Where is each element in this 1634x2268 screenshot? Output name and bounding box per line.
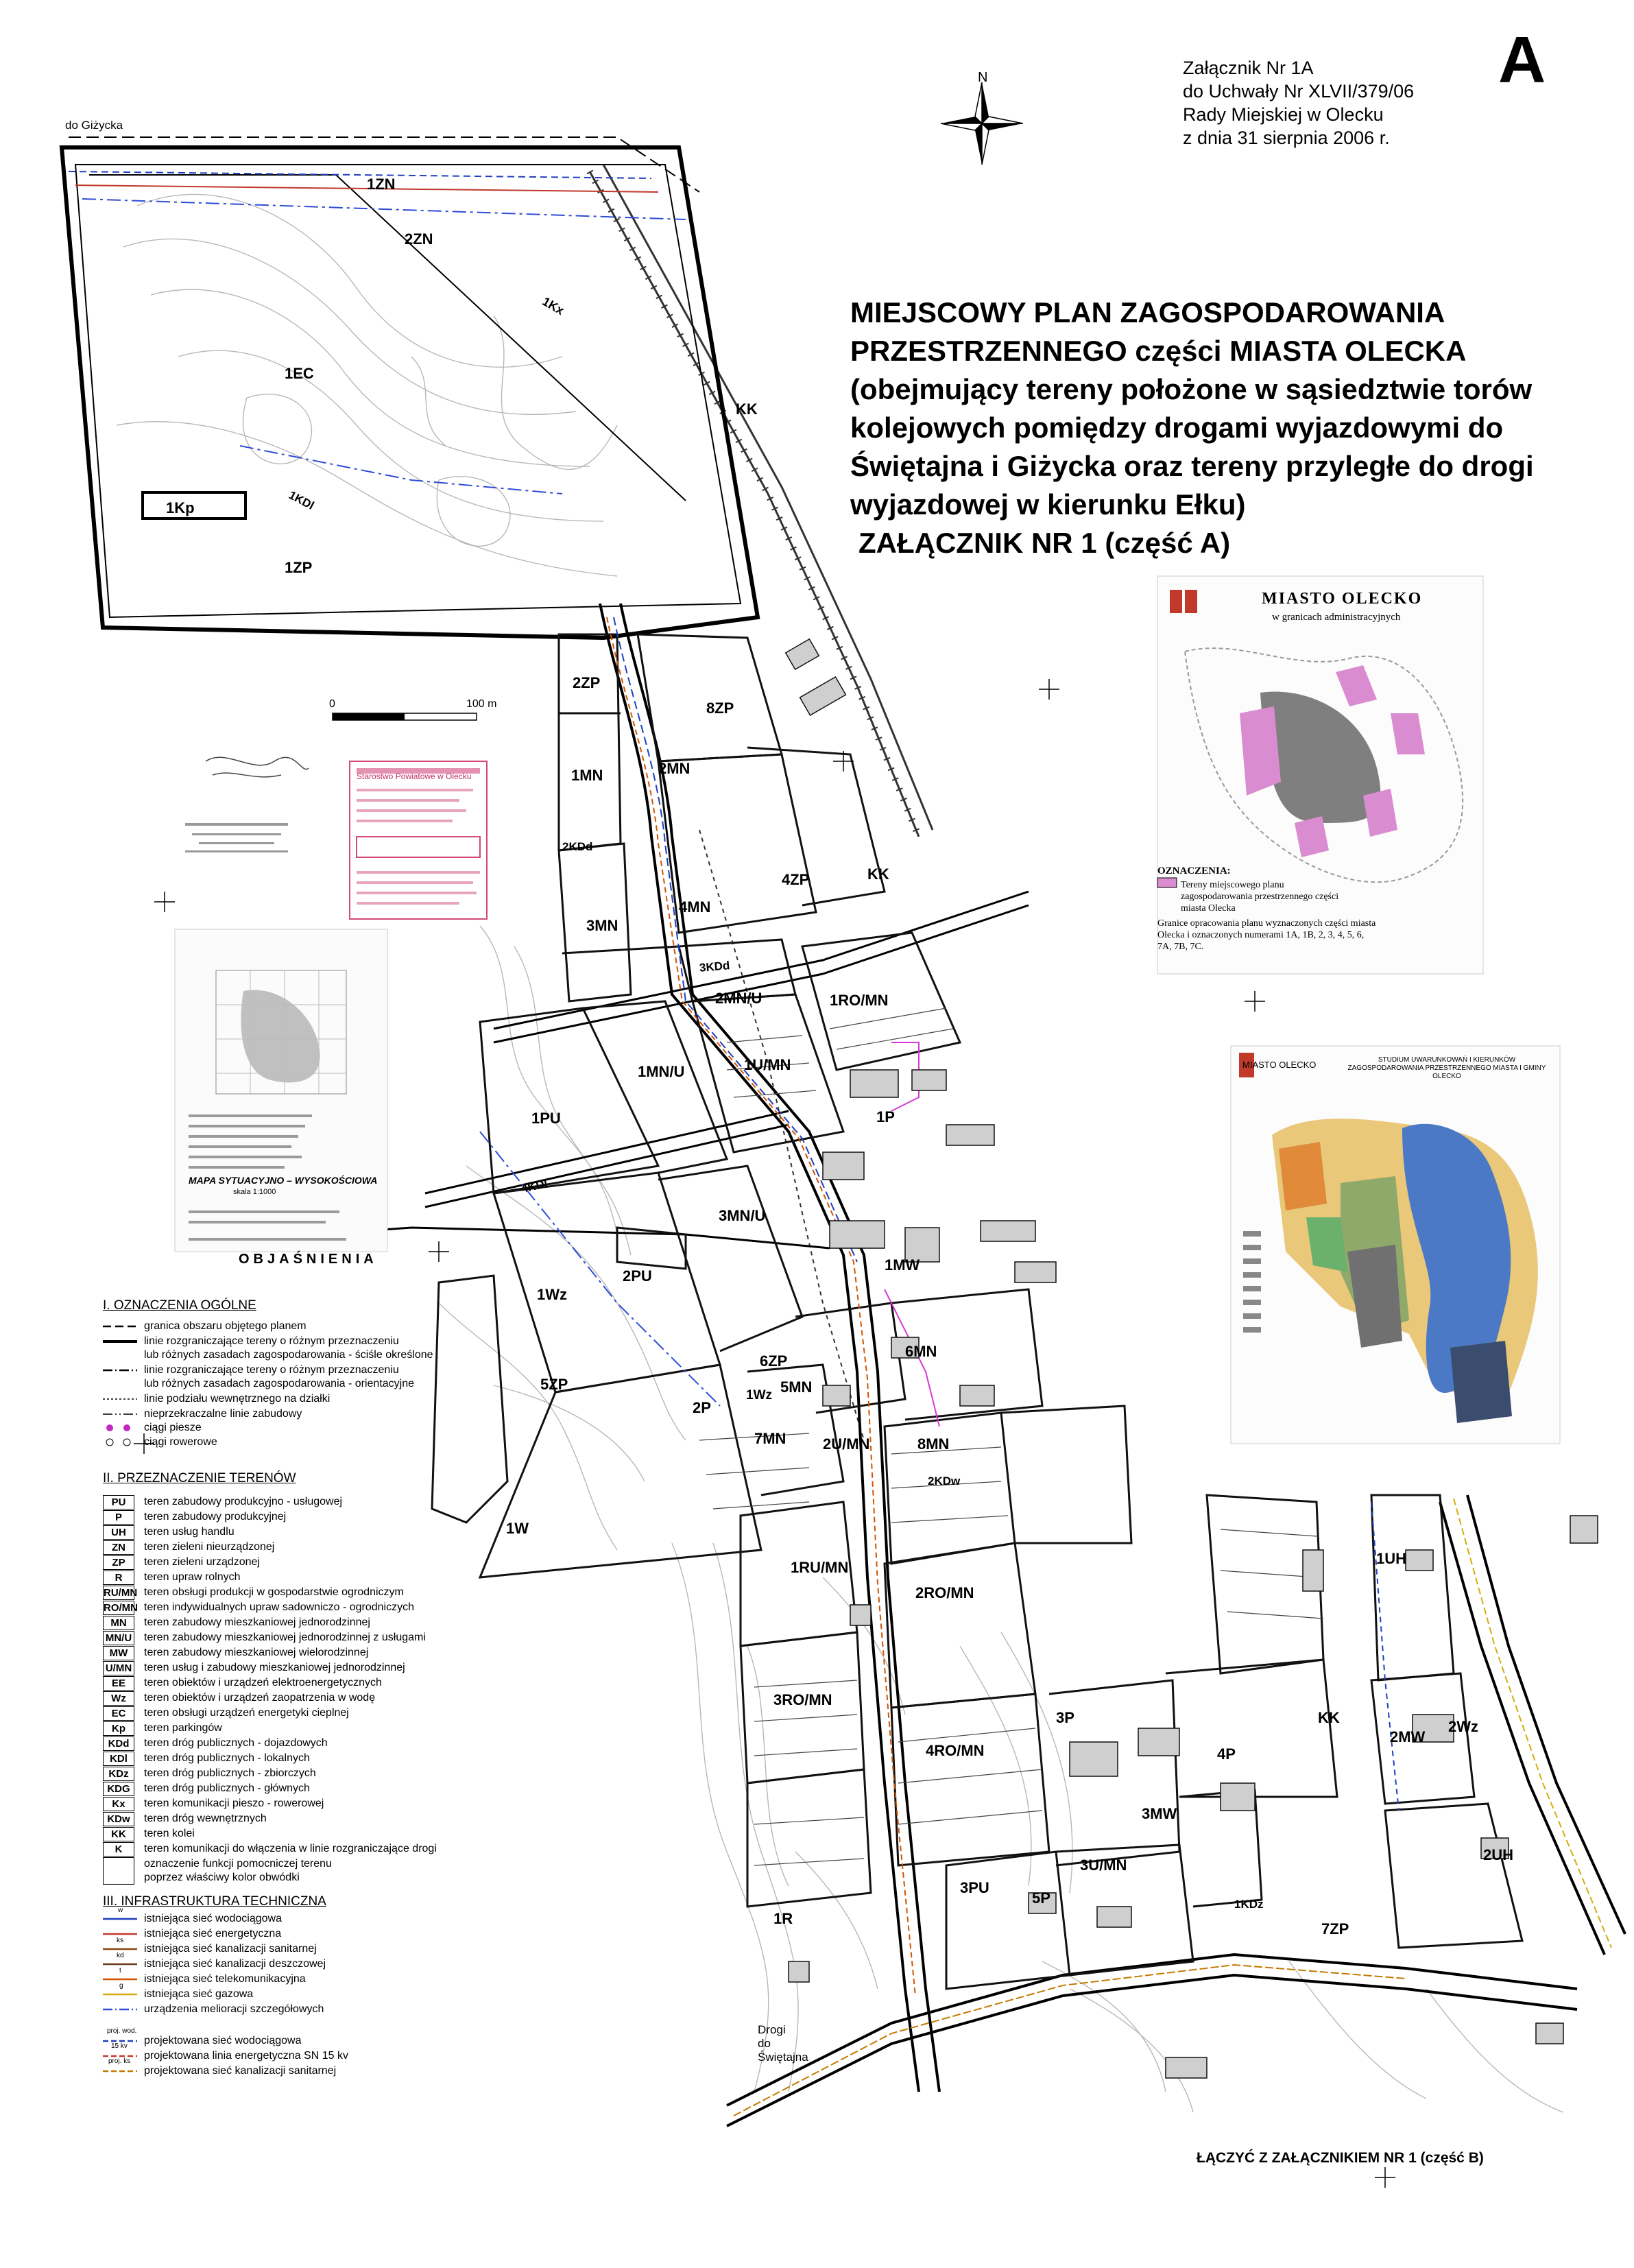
annex-line-3: Rady Miejskiej w Olecku: [1183, 104, 1384, 125]
scale-start-label: 0: [329, 698, 335, 710]
zone-1zp: 1ZP: [285, 559, 313, 576]
survey-inset-map: [175, 929, 387, 1252]
zone-3ro-mn: 3RO/MN: [773, 1691, 832, 1708]
zone-1mn: 1MN: [571, 767, 603, 784]
zone-2p: 2P: [693, 1399, 711, 1416]
zone-4zp: 4ZP: [782, 871, 810, 888]
zone-kk-3: KK: [1318, 1709, 1340, 1726]
zone-1mn-u: 1MN/U: [638, 1063, 685, 1080]
zone-3mn: 3MN: [586, 917, 618, 934]
legend-land-use-list: PU teren zabudowy produkcyjno - usługowej P teren zabudowy produkcyjnej UH teren usług handlu ZN teren zieleni nieurządzonej ZP teren zieleni urządzonej R teren upraw rolnych RU/MN teren obsługi produkcji w gospodarstwie ogrodniczym RO/MN teren indywidualnych upraw sadowniczo - ogrodniczych MN teren zabudowy mieszkaniowej jednorodzinnej MN/U teren zabudowy mieszkaniowej jednorodzinnej z usługami MW teren zabudowy mieszkaniowej wielorodzinnej U/MN teren usług i zabudowy mieszkaniowej jednorodzinnej EE teren obiektów i urządzeń elektroenergetycznych Wz teren obiektów i urządzeń zaopatrzenia w wodę EC teren obsługi urządzeń energetyki cieplnej Kp teren parkingów KDd teren dróg publicznych - dojazdowych KDl teren dróg publicznych - lokalnych KDz teren dróg publicznych - zbiorczych KDG teren dróg publicznych - głównych Kx teren komunikacji pieszo - rowerowej KDw teren dróg wewnętrznych KK teren kolei K teren komunikacji do włączenia w linie rozgraniczające drogi: [104, 1496, 437, 1855]
zone-7zp: 7ZP: [1321, 1920, 1349, 1937]
zone-kk-2: KK: [867, 866, 889, 883]
zone-2wz: 2Wz: [1448, 1718, 1478, 1735]
aux-swatch: [103, 1857, 134, 1885]
legend-aux-note: oznaczenie funkcji pomocniczej terenu poprzez właściwy kolor obwódki: [103, 1857, 459, 1891]
city-inset-legend-1: Tereny miejscowego planu zagospodarowania przestrzennego części miasta Olecka: [1181, 880, 1339, 914]
legend-section-infra: III. INFRASTRUKTURA TECHNICZNA: [103, 1894, 326, 1909]
study-inset-subtitle: STUDIUM UWARUNKOWAŃ I KIERUNKÓW ZAGOSPODAROWANIA PRZESTRZENNEGO MIASTA I GMINY OLECKO: [1347, 1056, 1546, 1080]
city-inset-map: [1157, 576, 1483, 974]
zone-4mn: 4MN: [679, 898, 711, 916]
zone-2ro-mn: 2RO/MN: [915, 1584, 974, 1601]
survey-inset-title: MAPA SYTUACYJNO – WYSOKOŚCIOWA: [189, 1175, 378, 1186]
zone-3p: 3P: [1056, 1709, 1074, 1726]
zone-1kdl: 1KDl: [287, 488, 317, 513]
city-inset-legend-head: OZNACZENIA:: [1157, 866, 1231, 876]
zone-2pu: 2PU: [623, 1267, 652, 1285]
legend-planned-codes: proj. wod. 15 kv proj. ks: [107, 2027, 137, 2065]
signature-block: [185, 757, 309, 852]
zone-1wz: 1Wz: [537, 1286, 567, 1303]
cadastral-lines: [699, 1008, 1323, 1865]
zone-1mw: 1MW: [885, 1256, 920, 1274]
zone-4kdl: 4KDl: [520, 1177, 549, 1195]
scale-bar: [333, 713, 477, 720]
stamp-block: [350, 761, 487, 919]
zone-8mn: 8MN: [917, 1435, 950, 1453]
zone-3pu: 3PU: [960, 1879, 989, 1896]
zone-5mn: 5MN: [780, 1378, 813, 1396]
city-inset-legend-2: Granice opracowania planu wyznaczonych części miasta Olecka i oznaczonych numerami 1A, 1B, 2, 3, 4, 5, 6, 7A, 7B, 7C.: [1157, 918, 1376, 952]
zone-3mw: 3MW: [1142, 1805, 1177, 1822]
zone-2u-mn: 2U/MN: [823, 1435, 870, 1453]
zone-8zp: 8ZP: [706, 700, 734, 717]
zone-1pu: 1PU: [531, 1110, 561, 1127]
zone-1u-mn: 1U/MN: [744, 1056, 791, 1073]
legend-planned-list: projektowana sieć wodociągowa projektowana linia energetyczna SN 15 kv projektowana sieć kanalizacji sanitarnej: [144, 2035, 348, 2077]
zone-1zn: 1ZN: [367, 176, 396, 193]
annex-line-4: z dnia 31 sierpnia 2006 r.: [1183, 128, 1390, 148]
title-line-2: PRZESTRZENNEGO części MIASTA OLECKA: [850, 335, 1467, 367]
legend-infra-list: istniejąca sieć wodociągowa istniejąca sieć energetyczna istniejąca sieć kanalizacji sanitarnej istniejąca sieć kanalizacji deszczowej istniejąca sieć telekomunikacyjna istniejąca sieć gazowa urządzenia melioracji szczegółowych: [144, 1913, 326, 2015]
zone-1kdz: 1KDz: [1234, 1898, 1264, 1911]
zone-2uh: 2UH: [1483, 1846, 1514, 1863]
zone-6zp: 6ZP: [760, 1352, 788, 1370]
title-line-7: ZAŁĄCZNIK NR 1 (część A): [858, 527, 1231, 559]
legend-title: OBJAŚNIENIA: [239, 1252, 378, 1267]
zone-3mn-u: 3MN/U: [719, 1207, 766, 1224]
zone-7mn: 7MN: [754, 1430, 786, 1447]
annex-line-1: Załącznik Nr 1A: [1183, 58, 1314, 78]
study-inset-map: [1231, 1046, 1560, 1444]
zone-2kdw: 2KDw: [928, 1475, 961, 1488]
survey-inset-scale: skala 1:1000: [233, 1188, 276, 1196]
legend-infra-codes: w ks kd t g: [117, 1907, 124, 1990]
zone-4p: 4P: [1217, 1745, 1236, 1763]
stamp-text: Starostwo Powiatowe w Olecku: [357, 772, 472, 781]
zone-5p: 5P: [1032, 1889, 1050, 1907]
title-line-4: kolejowych pomiędzy drogami wyjazdowymi do: [850, 411, 1504, 444]
zone-1ru-mn: 1RU/MN: [791, 1559, 849, 1576]
city-inset-title: MIASTO OLECKO: [1262, 590, 1423, 608]
zone-1r: 1R: [773, 1910, 793, 1927]
title-line-3: (obejmujący tereny położone w sąsiedztwie torów: [850, 373, 1533, 405]
sheet-letter: A: [1498, 23, 1546, 97]
road-label-gizycko: do Giżycka: [65, 119, 123, 132]
zone-1w: 1W: [506, 1520, 529, 1537]
zone-2mn-u: 2MN/U: [715, 990, 762, 1007]
legend-section-general: I. OZNACZENIA OGÓLNE: [103, 1298, 256, 1313]
annex-line-2: do Uchwały Nr XLVII/379/06: [1183, 81, 1415, 102]
zone-1uh: 1UH: [1376, 1550, 1407, 1567]
title-line-6: wyjazdowej w kierunku Ełku): [850, 488, 1246, 521]
study-inset-title: MIASTO OLECKO: [1242, 1060, 1317, 1070]
zone-1kx: 1Kx: [540, 294, 567, 318]
scale-end-label: 100 m: [466, 698, 497, 710]
compass-rose: [941, 82, 1023, 165]
road-label-swietajno: Drogi do Świętajna: [758, 2023, 808, 2064]
title-line-1: MIEJSCOWY PLAN ZAGOSPODAROWANIA: [850, 296, 1445, 329]
legend-general-list: granica obszaru objętego planem linie rozgraniczające tereny o różnym przeznaczeniu lub różnych zasadach zagospodarowania - ściśle określone linie rozgraniczające tereny o różnym przeznaczeniu lub różnych zasadach zagospodarowania - orientacyjne linie podziału wewnętrznego na działki nieprzekraczalne linie zabudowy ciągi piesze ciągi rowerowe: [144, 1320, 433, 1448]
zone-3u-mn: 3U/MN: [1080, 1857, 1127, 1874]
zone-2zn: 2ZN: [405, 230, 433, 248]
zone-2mn: 2MN: [658, 760, 690, 777]
plan-boundary: [62, 137, 758, 638]
zone-1kp: 1Kp: [166, 499, 195, 516]
zone-1p: 1P: [876, 1108, 895, 1125]
zone-kk-1: KK: [736, 401, 758, 418]
zone-1ro-mn: 1RO/MN: [830, 992, 889, 1009]
zone-6mn: 6MN: [905, 1343, 937, 1360]
zone-2mw: 2MW: [1390, 1728, 1426, 1745]
footer-note: ŁĄCZYĆ Z ZAŁĄCZNIKIEM NR 1 (część B): [1197, 2150, 1484, 2166]
north-label: N: [978, 70, 988, 85]
zone-1wz-2: 1Wz: [746, 1388, 772, 1402]
annex-header: [1183, 56, 1414, 150]
zone-3kdd: 3KDd: [699, 959, 731, 975]
zone-1ec: 1EC: [285, 365, 314, 382]
zone-2zp: 2ZP: [573, 674, 601, 691]
zone-4ro-mn: 4RO/MN: [926, 1742, 985, 1759]
title-line-5: Świętajna i Giżycka oraz tereny przyległe do drogi: [850, 450, 1534, 482]
zone-5zp: 5ZP: [540, 1376, 568, 1393]
zone-2kdd: 2KDd: [562, 840, 593, 853]
plan-title: [850, 294, 1611, 562]
legend-section-land-use: II. PRZEZNACZENIE TERENÓW: [103, 1471, 296, 1485]
city-inset-subtitle: w granicach administracyjnych: [1272, 612, 1401, 623]
